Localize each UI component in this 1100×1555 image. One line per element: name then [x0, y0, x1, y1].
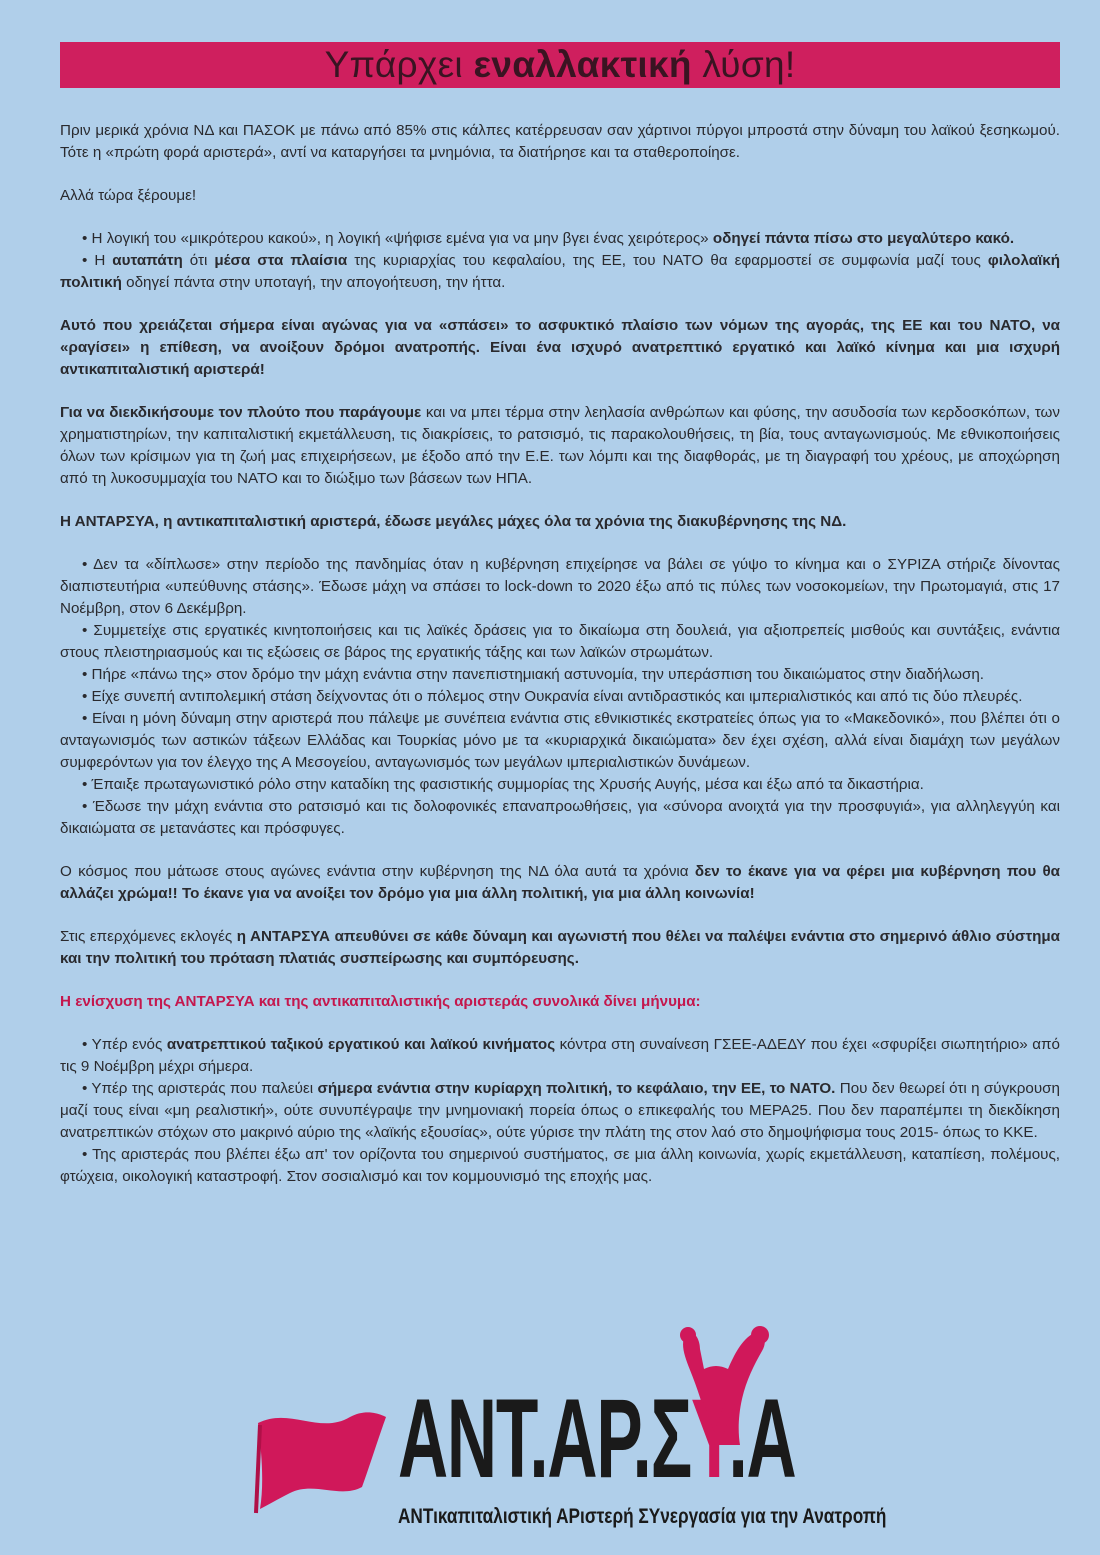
battle-item: • Δεν τα «δίπλωσε» στην περίοδο της πανδημίας όταν η κυβέρνηση επιχείρησε να βάλει σε γύψο το κίνημα και ο ΣΥΡΙΖΑ στήριζε δίνοντας διαπιστευτήρια «υπεύθυνης στάσης». Έδωσε μάχη να σπάσει το lock-down το 2020 έξω από τις πύλες των νοσοκομείων, την Πρωτομαγιά, στις 17 Νοέμβρη, στον 6 Δεκέμβρη.: [60, 556, 1060, 617]
message-item: • Της αριστεράς που βλέπει έξω απ' τον ορίζοντα του σημερινού συστήματος, σε μια άλλη κοινωνία, χωρίς εκμετάλλευση, καταπίεση, πολέμους, φτώχεια, οικολογική καταστροφή. Στον σοσιαλισμό και τον κομμουνισμό της εποχής μας.: [60, 1146, 1060, 1185]
battle-item: • Πήρε «πάνω της» στον δρόμο την μάχη ενάντια στην πανεπιστημιακή αστυνομία, την υπεράσπιση του δικαιώματος στην διαδήλωση.: [82, 666, 985, 683]
need-paragraph: Αυτό που χρειάζεται σήμερα είναι αγώνας για να «σπάσει» το ασφυκτικό πλαίσιο των νόμων της αγοράς, της ΕΕ και του ΝΑΤΟ, να «ραγίσει» η επίθεση, να ανοίξουν δρόμοι ανατροπής. Είναι ένα ισχυρό ανατρεπτικό εργατικό και λαϊκό κίνημα και μια ισχυρή αντικαπιταλιστική αριστερά!: [60, 317, 1060, 378]
message-item: • Υπέρ της αριστεράς που παλεύει σήμερα ενάντια στην κυρίαρχη πολιτική, το κεφάλαιο, την ΕΕ, το ΝΑΤΟ. Που δεν θεωρεί ότι η σύγκρουση μαζί τους είναι «μη ρεαλιστική», ούτε συνυπέγραψε την μνημονιακή πορεία όπως ο επικεφαλής του ΜΕΡΑ25. Που δεν παραπέμπει τη διεκδίκηση ανατρεπτικών στόχων στο μακρινό αύριο της «λαϊκής εξουσίας», ούτε γύρισε την πλάτη της στον λαό στο δημοψήφισμα τους 2015- όπως το ΚΚΕ.: [60, 1080, 1060, 1141]
elections-paragraph: Στις επερχόμενες εκλογές η ΑΝΤΑΡΣΥΑ απευθύνει σε κάθε δύναμη και αγωνιστή που θέλει να παλέψει ενάντια στο σημερινό άθλιο σύστημα και την πολιτική του πρόταση πλατιάς συσπείρωσης και συμπόρευσης.: [60, 928, 1061, 967]
title-banner: [60, 42, 1060, 88]
antarsya-logo: [250, 1325, 887, 1540]
now-we-know: Αλλά τώρα ξέρουμε!: [60, 187, 197, 204]
battle-item: • Είναι η μόνη δύναμη στην αριστερά που πάλεψε με συνέπεια ενάντια στις εθνικιστικές εκστρατείες όπως για το «Μακεδονικό», που βλέπει ότι ο ανταγωνισμός των αστικών τάξεων Ελλάδας και Τουρκίας μόνο με τα «κυριαρχικά δικαιώματα» δεν έχει σχέση, αλλά είναι διαμάχη των μεγάλων συμφερόντων για τον έλεγχο της Α Μεσογείου, ανταγωνισμός των μεγάλων ιμπεριαλιστικών δυνάμεων.: [60, 710, 1060, 771]
battle-item: • Έδωσε την μάχη ενάντια στο ρατσισμό και τις δολοφονικές επαναπροωθήσεις, για «σύνορα ανοιχτά για την προσφυγιά», για αλληλεγγύη και δικαιώματα σε μετανάστες και πρόσφυγες.: [60, 798, 1060, 837]
battle-item: • Έπαιξε πρωταγωνιστικό ρόλο στην καταδίκη της φασιστικής συμμορίας της Χρυσής Αυγής, μέσα και έξω από τα δικαστήρια.: [82, 776, 924, 793]
battles-heading: Η ΑΝΤΑΡΣΥΑ, η αντικαπιταλιστική αριστερά, έδωσε μεγάλες μάχες όλα τα χρόνια της διακυβέρνησης της ΝΔ.: [60, 513, 847, 530]
logo-wordmark: ΑΝΤ.ΑΡ.ΣΥ.Α: [398, 1376, 796, 1501]
logo-subtitle: ΑΝΤικαπιταλιστική ΑΡιστερή ΣΥνεργασία για την Ανατροπή: [398, 1505, 887, 1528]
message-heading: Η ενίσχυση της ΑΝΤΑΡΣΥΑ και της αντικαπιταλιστικής αριστεράς συνολικά δίνει μήνυμα:: [60, 993, 701, 1010]
world-paragraph: Ο κόσμος που μάτωσε στους αγώνες ενάντια στην κυβέρνηση της ΝΔ όλα αυτά τα χρόνια δεν το έκανε για να φέρει μια κυβέρνηση που θα αλλάζει χρώμα!! Το έκανε για να ανοίξει τον δρόμο για μια άλλη πολιτική, για μια άλλη κοινωνία!: [60, 863, 1060, 902]
leaflet-body: [60, 120, 1060, 1188]
battle-item: • Είχε συνεπή αντιπολεμική στάση δείχνοντας ότι ο πόλεμος στην Ουκρανία είναι αντιδραστικός και ιμπεριαλιστικός και από τις δύο πλευρές.: [82, 688, 1023, 705]
wealth-paragraph: Για να διεκδικήσουμε τον πλούτο που παράγουμε και να μπει τέρμα στην λεηλασία ανθρώπων και φύσης, την ασυδοσία των κερδοσκόπων, των χρηματιστηρίων, την καπιταλιστική εκμετάλλευση, τις διακρίσεις, το ρατσισμό, τις παρακολουθήσεις, τη βία, τους ανταγωνισμούς. Με εθνικοποιήσεις όλων των κρίσιμων για τη ζωή μας επιχειρήσεων, με έξοδο από την Ε.Ε. των λόμπι και της διαφθοράς, με τη διαγραφή του χρέους, με αποχώρηση από τη λυκοσυμμαχία του ΝΑΤΟ και το διώξιμο των βάσεων των ΗΠΑ.: [60, 404, 1060, 487]
intro-paragraph: Πριν μερικά χρόνια ΝΔ και ΠΑΣΟΚ με πάνω από 85% στις κάλπες κατέρρευσαν σαν χάρτινοι πύργοι μπροστά στην δύναμη του λαϊκού ξεσηκωμού. Τότε η «πρώτη φορά αριστερά», αντί να καταργήσει τα μνημόνια, τα διατήρησε και τα σταθεροποίησε.: [60, 122, 1060, 161]
red-flag-icon: [250, 1395, 390, 1515]
battle-item: • Συμμετείχε στις εργατικές κινητοποιήσεις και τις λαϊκές δράσεις για το δικαίωμα στη δουλειά, για αξιοπρεπείς μισθούς και συντάξεις, ενάντια στους πλειστηριασμούς και τις εξώσεις σε βάρος της εργατικής τάξης και των λαϊκών στρωμάτων.: [60, 622, 1060, 661]
lesser-evil-bullet: • Η λογική του «μικρότερου κακού», η λογική «ψήφισε εμένα για να μην βγει ένας χειρότερος» οδηγεί πάντα πίσω στο μεγαλύτερο κακό.: [82, 230, 1015, 247]
title-text: Υπάρχει εναλλακτική λύση!: [324, 44, 796, 85]
message-item: • Υπέρ ενός ανατρεπτικού ταξικού εργατικού και λαϊκού κινήματος κόντρα στη συναίνεση ΓΣΕΕ-ΑΔΕΔΥ που έχει «σφυρίξει σιωπητήριο» από τις 9 Νοέμβρη μέχρι σήμερα.: [60, 1036, 1060, 1075]
illusion-bullet: • Η αυταπάτη ότι μέσα στα πλαίσια της κυριαρχίας του κεφαλαίου, της ΕΕ, του ΝΑΤΟ θα εφαρμοστεί σε συμφωνία μαζί τους φιλολαϊκή πολιτική οδηγεί πάντα στην υποταγή, την απογοήτευση, την ήττα.: [60, 252, 1061, 291]
